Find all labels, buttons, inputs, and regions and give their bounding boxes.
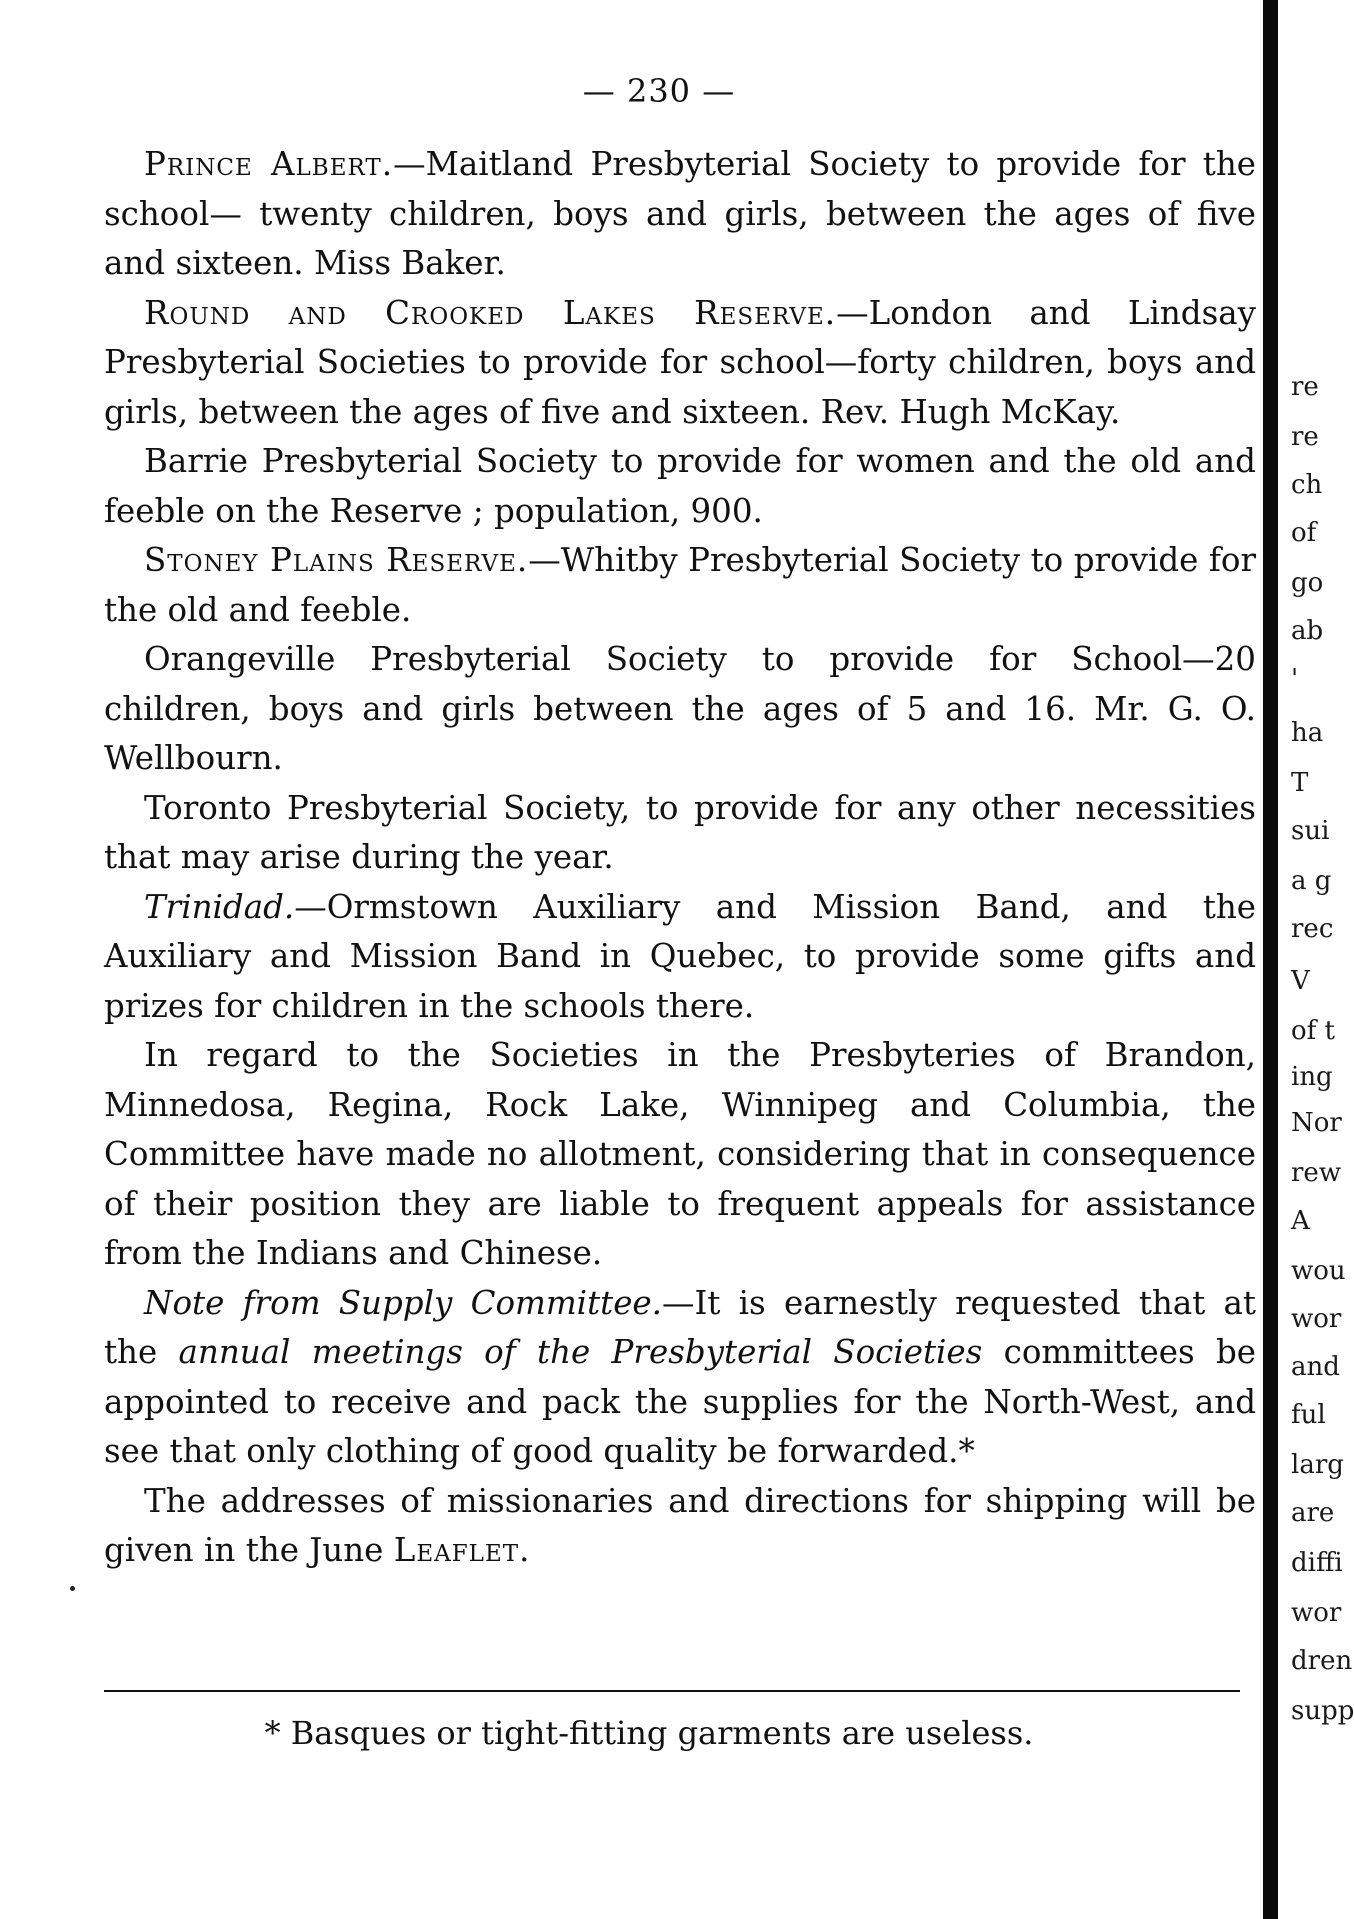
bleed-fragment: ing (1291, 1062, 1333, 1092)
paragraph-text: —London and Lindsay Presbyterial Societies to provide for school—forty children, boys and girls, between the ages of five and sixteen. Rev. Hugh McKay. (104, 293, 1256, 431)
paragraph-toronto (104, 784, 1256, 883)
paragraph-text: The addresses of missionaries and directions for shipping will be given in the June (104, 1481, 1256, 1569)
paragraph-round-crooked-lakes (104, 289, 1256, 438)
bleed-fragment: of (1291, 518, 1317, 548)
bleed-fragment: rec (1291, 914, 1334, 944)
footnote-rule (104, 1690, 1240, 1692)
section-heading: Trinidad. (144, 887, 295, 926)
bleed-fragment: of t (1291, 1016, 1335, 1046)
bleed-fragment: re (1291, 372, 1319, 402)
paragraph-text: In regard to the Societies in the Presbyteries of Brandon, Minnedosa, Regina, Rock Lake, Winnipeg and Columbia, the Committee have made no allotment, considering that in consequence of their position they are liable to frequent appeals for assistance from the Indians and Chinese. (104, 1036, 1256, 1272)
paragraph-addresses (104, 1477, 1256, 1576)
bleed-fragment: wor (1291, 1598, 1342, 1628)
bleed-fragment: wou (1291, 1256, 1346, 1286)
bleed-fragment: re (1291, 422, 1319, 452)
page-gutter-edge (1263, 0, 1278, 1919)
note-text: —It is earnestly requested that at the (104, 1283, 1256, 1371)
paragraph-orangeville (104, 635, 1256, 784)
page-body (104, 140, 1256, 1576)
bleed-fragment: a g (1291, 866, 1332, 896)
page-number: — 230 — (582, 72, 736, 110)
bleed-fragment: ab (1291, 616, 1324, 646)
bleed-fragment: dren (1291, 1646, 1353, 1676)
section-heading: Prince Albert. (144, 145, 394, 183)
bleed-fragment: ch (1291, 470, 1323, 500)
footnote: * Basques or tight-fitting garments are useless. (264, 1714, 1034, 1752)
bleed-fragment: V (1291, 966, 1310, 996)
leaflet-title: Leaflet. (393, 1531, 531, 1569)
bleed-fragment: T (1291, 768, 1309, 798)
note-text: committees be appointed to receive and pack the supplies for the North-West, and see that only clothing of good quality be forwarded.* (104, 1333, 1257, 1470)
note-italic-text: annual meetings of the Presbyterial Societies (178, 1333, 983, 1371)
adjacent-page-bleed (1291, 0, 1354, 1919)
paragraph-barrie (104, 437, 1256, 536)
margin-mark (70, 1586, 75, 1591)
paragraph-western-presbyteries (104, 1031, 1256, 1279)
bleed-fragment: rew (1291, 1158, 1342, 1188)
paragraph-text: Toronto Presbyterial Society, to provide for any other necessities that may arise during the year. (104, 788, 1256, 876)
bleed-fragment: are (1291, 1498, 1335, 1528)
paragraph-text: —Whitby Presbyterial Society to provide for the old and feeble. (104, 541, 1256, 629)
paragraph-stoney-plains (104, 536, 1256, 635)
paragraph-supply-note (104, 1279, 1256, 1477)
bleed-fragment: ' (1291, 664, 1299, 694)
bleed-fragment: ful (1291, 1400, 1326, 1430)
paragraph-text: —Ormstown Auxiliary and Mission Band, and the Auxiliary and Mission Band in Quebec, to provide some gifts and prizes for children in the schools there. (104, 887, 1256, 1025)
bleed-fragment: Nor (1291, 1108, 1342, 1138)
bleed-fragment: wor (1291, 1304, 1342, 1334)
bleed-fragment: larg (1291, 1450, 1344, 1480)
bleed-fragment: go (1291, 568, 1324, 598)
paragraph-text: Orangeville Presbyterial Society to provide for School—20 children, boys and girls between the ages of 5 and 16. Mr. G. O. Wellbourn. (104, 640, 1256, 777)
section-heading: Stoney Plains Reserve. (144, 541, 529, 579)
paragraph-trinidad (104, 883, 1256, 1032)
bleed-fragment: ha (1291, 718, 1324, 748)
bleed-fragment: sui (1291, 816, 1330, 846)
note-heading: Note from Supply Committee. (144, 1283, 662, 1322)
bleed-fragment: A (1291, 1206, 1310, 1236)
bleed-fragment: diffi (1291, 1548, 1343, 1578)
paragraph-text: Barrie Presbyterial Society to provide for women and the old and feeble on the Reserve ; population, 900. (104, 442, 1256, 530)
section-heading: Round and Crooked Lakes Reserve. (144, 293, 837, 332)
paragraph-prince-albert (104, 140, 1256, 289)
bleed-fragment: and (1291, 1352, 1340, 1382)
paragraph-text: —Maitland Presbyterial Society to provide for the school— twenty children, boys and girls, between the ages of five and sixteen. Miss Baker. (104, 145, 1257, 282)
bleed-fragment: supp (1291, 1696, 1354, 1726)
